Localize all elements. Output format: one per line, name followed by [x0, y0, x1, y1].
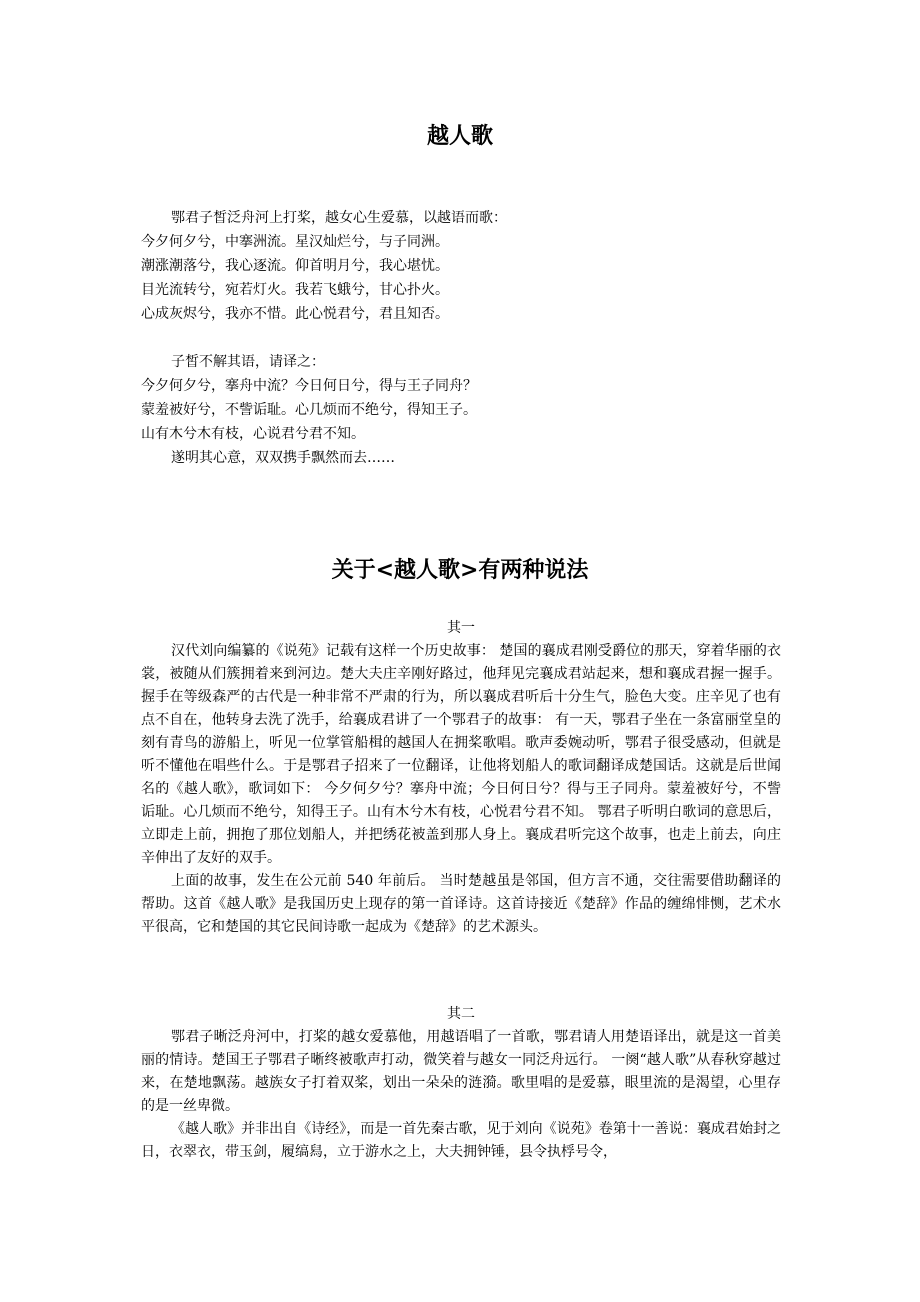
paragraph: 汉代刘向编纂的《说苑》记载有这样一个历史故事： 楚国的襄成君刚受爵位的那天，穿着华丽的衣裳，被随从们簇拥着来到河边。楚大夫庄辛刚好路过，他拜见完襄成君站起来，想和襄成君握一握手。握手在等级森严的古代是一种非常不严肃的行为，所以襄成君听后十分生气，脸色大变。庄辛见了也有点不自在，他转身去洗了洗手，给襄成君讲了一个鄂君子的故事： 有一天，鄂君子坐在一条富丽堂皇的刻有青鸟的游船上，听见一位掌管船楫的越国人在拥桨歌唱。歌声委婉动听，鄂君子很受感动，但就是听不懂他在唱些什么。于是鄂君子招来了一位翻译，让他将划船人的歌词翻译成楚国话。这就是后世闻名的《越人歌》，歌词如下： 今夕何夕兮？搴舟中流；今日何日兮？得与王子同舟。蒙羞被好兮，不訾诟耻。心几烦而不绝兮，知得王子。山有木兮木有枝，心悦君兮君不知。 鄂君子听明白歌词的意思后，立即走上前，拥抱了那位划船人，并把绣花被盖到那人身上。襄成君听完这个故事，也走上前去，向庄辛伸出了友好的双手。 — [141, 643, 781, 866]
poem-ending: 遂明其心意，双双携手飘然而去…… — [171, 450, 395, 466]
poem-title: 越人歌 — [426, 124, 493, 149]
poem-translation-intro: 子皙不解其语，请译之： — [171, 354, 325, 370]
paragraph: 《越人歌》并非出自《诗经》，而是一首先秦古歌，见于刘向《说苑》卷第十一善说：襄成君始封之日，衣翠衣，带玉剑，履缟舄，立于游水之上，大夫拥钟锤，县令执桴号令， — [141, 1121, 781, 1160]
poem-line: 心成灰烬兮，我亦不惜。此心悦君兮，君且知否。 — [141, 306, 449, 322]
poem-line: 今夕何夕兮，搴舟中流？今日何日兮，得与王子同舟？ — [141, 378, 477, 394]
poem-translation — [141, 350, 781, 470]
section-title: 关于<越人歌>有两种说法 — [331, 558, 589, 583]
poem-line: 目光流转兮，宛若灯火。我若飞蛾兮，甘心扑火。 — [141, 282, 449, 298]
part-two-heading: 其二 — [447, 1006, 475, 1022]
poem-original — [141, 206, 781, 326]
paragraph: 鄂君子晰泛舟河中，打桨的越女爱慕他，用越语唱了一首歌，鄂君请人用楚语译出，就是这一首美丽的情诗。楚国王子鄂君子晰终被歌声打动，微笑着与越女一同泛舟远行。 一阕“越人歌”从春秋穿越过来，在楚地飘荡。越族女子打着双桨，划出一朵朵的涟漪。歌里唱的是爱慕，眼里流的是渴望，心里存的是一丝卑微。 — [141, 1029, 781, 1114]
poem-line: 今夕何夕兮，中搴洲流。星汉灿烂兮，与子同洲。 — [141, 234, 449, 250]
part-two — [141, 1002, 781, 1164]
part-one-heading: 其一 — [447, 620, 475, 636]
poem-line: 蒙羞被好兮，不訾诟耻。心几烦而不绝兮，得知王子。 — [141, 402, 477, 418]
poem-original-intro: 鄂君子皙泛舟河上打桨，越女心生爱慕，以越语而歌： — [171, 210, 507, 226]
paragraph: 上面的故事，发生在公元前 540 年前后。 当时楚越虽是邻国，但方言不通，交往需要借助翻译的帮助。这首《越人歌》是我国历史上现存的第一首译诗。这首诗接近《楚辞》作品的缠绵悱恻，艺术水平很高，它和楚国的其它民间诗歌一起成为《楚辞》的艺术源头。 — [141, 873, 781, 935]
poem-line: 潮涨潮落兮，我心逐流。仰首明月兮，我心堪忧。 — [141, 258, 449, 274]
poem-line: 山有木兮木有枝，心说君兮君不知。 — [141, 426, 365, 442]
part-one — [141, 616, 781, 939]
